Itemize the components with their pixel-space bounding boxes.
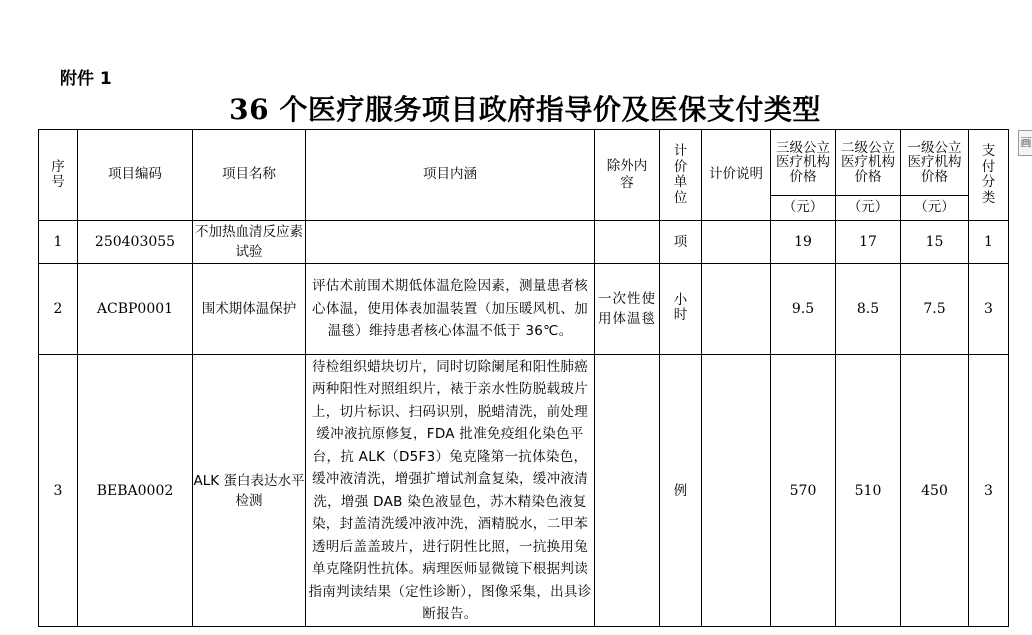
attachment-label: 附件 1 xyxy=(60,69,112,89)
header-seq: 序号 xyxy=(39,130,78,221)
cell-payment: 3 xyxy=(969,355,1009,627)
cell-tier2: 17 xyxy=(836,221,901,264)
document-title: 36 个医疗服务项目政府指导价及医保支付类型 xyxy=(229,93,821,126)
cell-tier1: 7.5 xyxy=(901,264,969,355)
cell-tier1: 15 xyxy=(901,221,969,264)
cell-seq: 1 xyxy=(39,221,78,264)
header-name: 项目名称 xyxy=(193,130,306,221)
header-tier2-unit: （元） xyxy=(836,196,901,221)
header-exclusion: 除外内容 xyxy=(595,130,660,221)
cell-tier2: 510 xyxy=(836,355,901,627)
cell-name: ALK 蛋白表达水平检测 xyxy=(193,355,306,627)
cell-tier3: 570 xyxy=(771,355,836,627)
table-row xyxy=(39,264,1009,355)
cell-content xyxy=(306,221,595,264)
price-table xyxy=(38,129,1009,627)
cell-exclusion xyxy=(595,221,660,264)
header-note: 计价说明 xyxy=(702,130,771,221)
cell-content: 待检组织蜡块切片，同时切除阑尾和阳性肺癌两种阳性对照组织片，裱于亲水性防脱载玻片上，切片标识、扫码识别，脱蜡清洗，前处理缓冲液抗原修复，FDA 批准免疫组化染色平台，抗 ALK（D5F3）兔克隆第一抗体染色，缓冲液清洗，增强扩增试剂盒复染，缓冲液清洗，增强 DAB 染色液显色，苏木精染色液复染，封盖清洗缓冲液冲洗，酒精脱水，二甲苯透明后盖盖玻片，进行阴性比照，一抗换用兔单克隆阴性抗体。病理医师显微镜下根据判读指南判读结果（定性诊断），图像采集，出具诊断报告。 xyxy=(306,355,595,627)
cell-unit: 项 xyxy=(660,221,702,264)
cell-unit: 小时 xyxy=(660,264,702,355)
cell-note xyxy=(702,355,771,627)
cell-note xyxy=(702,264,771,355)
cell-exclusion xyxy=(595,355,660,627)
cell-code: 250403055 xyxy=(78,221,193,264)
header-tier3-unit: （元） xyxy=(771,196,836,221)
header-code: 项目编码 xyxy=(78,130,193,221)
cell-payment: 1 xyxy=(969,221,1009,264)
cell-code: ACBP0001 xyxy=(78,264,193,355)
header-tier2: 二级公立医疗机构价格 xyxy=(836,130,901,196)
cell-tier1: 450 xyxy=(901,355,969,627)
cell-seq: 3 xyxy=(39,355,78,627)
cell-tier2: 8.5 xyxy=(836,264,901,355)
cell-note xyxy=(702,221,771,264)
cell-unit: 例 xyxy=(660,355,702,627)
cell-name: 围术期体温保护 xyxy=(193,264,306,355)
header-row xyxy=(39,130,1009,196)
cell-exclusion: 一次性使用体温毯 xyxy=(595,264,660,355)
side-panel-tab[interactable]: 画 xyxy=(1018,130,1032,156)
header-content: 项目内涵 xyxy=(306,130,595,221)
header-unit: 计价单位 xyxy=(660,130,702,221)
cell-name: 不加热血清反应素试验 xyxy=(193,221,306,264)
cell-content: 评估术前围术期低体温危险因素，测量患者核心体温，使用体表加温装置（加压暖风机、加温毯）维持患者核心体温不低于 36℃。 xyxy=(306,264,595,355)
header-tier3: 三级公立医疗机构价格 xyxy=(771,130,836,196)
cell-tier3: 9.5 xyxy=(771,264,836,355)
table-row xyxy=(39,355,1009,627)
cell-code: BEBA0002 xyxy=(78,355,193,627)
header-tier1: 一级公立医疗机构价格 xyxy=(901,130,969,196)
cell-seq: 2 xyxy=(39,264,78,355)
cell-tier3: 19 xyxy=(771,221,836,264)
header-tier1-unit: （元） xyxy=(901,196,969,221)
cell-payment: 3 xyxy=(969,264,1009,355)
table-row xyxy=(39,221,1009,264)
header-payment: 支付分类 xyxy=(969,130,1009,221)
